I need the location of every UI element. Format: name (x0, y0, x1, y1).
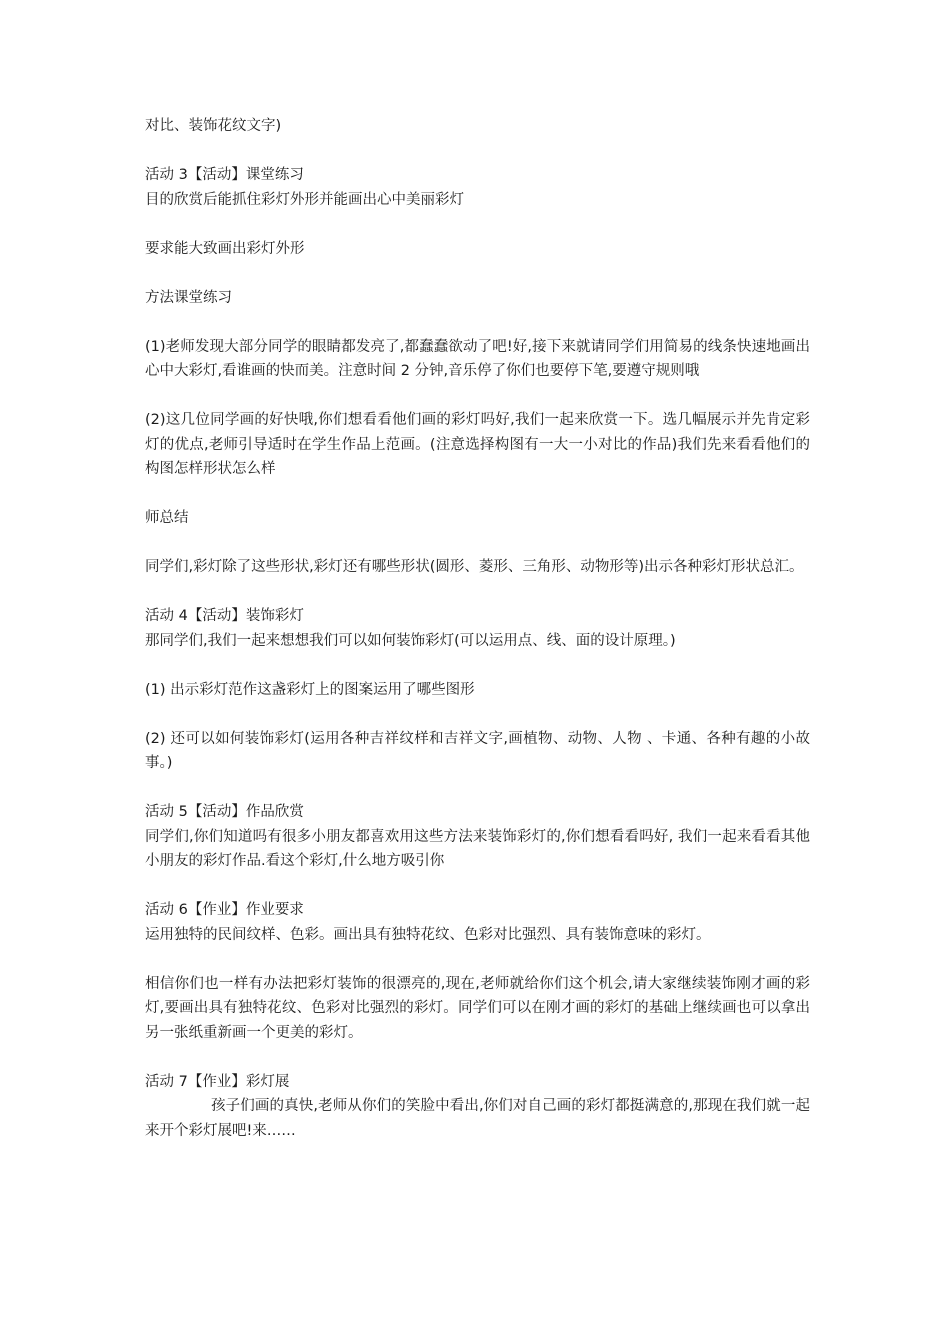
activity-4-intro: 那同学们,我们一起来想想我们可以如何装饰彩灯(可以运用点、线、面的设计原理。) (145, 632, 676, 649)
activity-6-heading: 活动 6【作业】作业要求 (145, 902, 304, 918)
activity-3-goal: 目的欣赏后能抓住彩灯外形并能画出心中美丽彩灯 (145, 191, 464, 208)
activity-3-step-2: (2)这几位同学画的好快哦,你们想看看他们画的彩灯吗好,我们一起来欣赏一下。选几幅展示并先肯定彩灯的优点,老师引导适时在学生作品上范画。(注意选择构图有一大一小对比的作品)我们先来看看他们的构图怎样形状怎么样 (145, 412, 810, 477)
activity-4-step-2: (2) 还可以如何装饰彩灯(运用各种吉祥纹样和吉祥文字,画植物、动物、人物 、卡通、各种有趣的小故事。) (145, 730, 810, 771)
activity-6-text: 相信你们也一样有办法把彩灯装饰的很漂亮的,现在,老师就给你们这个机会,请大家继续装饰刚才画的彩灯,要画出具有独特花纹、色彩对比强烈的彩灯。同学们可以在刚才画的彩灯的基础上继续画也可以拿出另一张纸重新画一个更美的彩灯。 (145, 975, 810, 1041)
document-page (145, 114, 810, 1143)
paragraph-intro-continued: 对比、装饰花纹文字) (145, 118, 282, 134)
activity-5-text: 同学们,你们知道吗有很多小朋友都喜欢用这些方法来装饰彩灯的,你们想看看吗好, 我们一起来看看其他小朋友的彩灯作品.看这个彩灯,什么地方吸引你 (145, 828, 810, 869)
activity-3-method: 方法课堂练习 (145, 289, 232, 306)
activity-6-requirement: 运用独特的民间纹样、色彩。画出具有独特花纹、色彩对比强烈、具有装饰意味的彩灯。 (145, 926, 711, 943)
activity-4-step-1: (1) 出示彩灯范作这盏彩灯上的图案运用了哪些图形 (145, 681, 475, 698)
teacher-summary-text: 同学们,彩灯除了这些形状,彩灯还有哪些形状(圆形、菱形、三角形、动物形等)出示各种彩灯形状总汇。 (145, 559, 804, 575)
activity-5-heading: 活动 5【活动】作品欣赏 (145, 804, 304, 820)
activity-7-heading: 活动 7【作业】彩灯展 (145, 1073, 290, 1090)
activity-3-requirement: 要求能大致画出彩灯外形 (145, 240, 305, 257)
activity-7-text: 孩子们画的真快,老师从你们的笑脸中看出,你们对自己画的彩灯都挺满意的,那现在我们就一起来开个彩灯展吧!来…… (145, 1098, 810, 1139)
activity-3-heading: 活动 3【活动】课堂练习 (145, 167, 304, 183)
teacher-summary-heading: 师总结 (145, 510, 189, 526)
activity-3-step-1: (1)老师发现大部分同学的眼睛都发亮了,都蠢蠢欲动了吧!好,接下来就请同学们用简易的线条快速地画出心中大彩灯,看谁画的快而美。注意时间 2 分钟,音乐停了你们也要停下笔,要遵守规则哦 (145, 338, 810, 379)
activity-4-heading: 活动 4【活动】装饰彩灯 (145, 608, 304, 624)
